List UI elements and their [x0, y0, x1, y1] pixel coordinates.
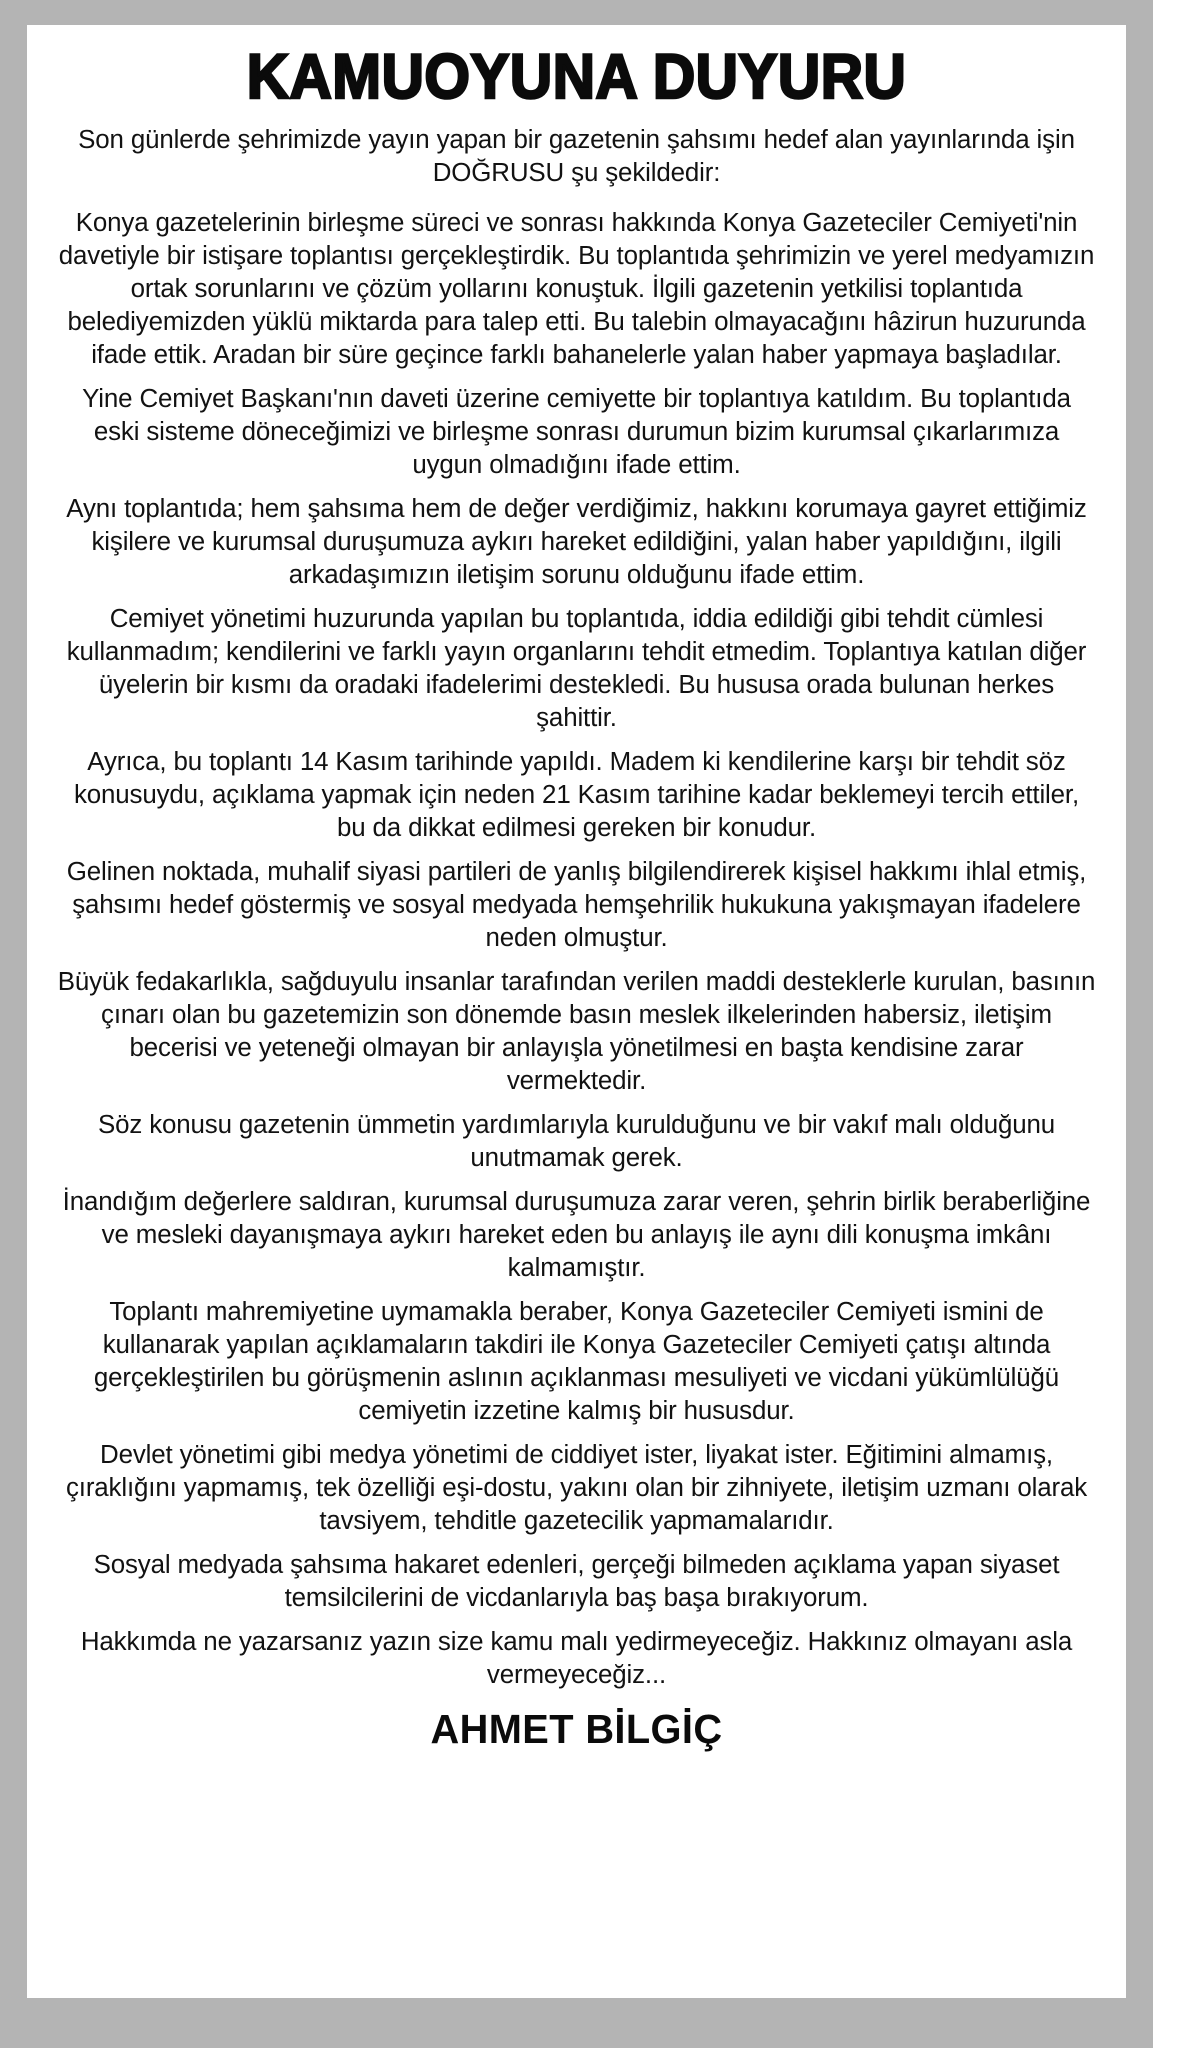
paragraph-11: Devlet yönetimi gibi medya yönetimi de ciddiyet ister, liyakat ister. Eğitimini almamış, çıraklığını yapmamış, tek özelliği eşi-dostu, yakını olan bir zihniyete, iletişim uzmanı olarak tavsiyem, tehditle gazetecilik yapmamalarıdır.: [65, 1439, 1088, 1536]
paragraph-5: Ayrıca, bu toplantı 14 Kasım tarihinde yapıldı. Madem ki kendilerine karşı bir tehdit söz konusuydu, açıklama yapmak için neden 21 Kasım tarihine kadar beklemeyi tercih ettiler, bu da dikkat edilmesi gereken bir konudur.: [73, 746, 1080, 843]
paragraph-8: Söz konusu gazetenin ümmetin yardımlarıyla kurulduğunu ve bir vakıf malı olduğunu unutmamak gerek.: [97, 1109, 1056, 1173]
paragraph-13: Hakkımda ne yazarsanız yazın size kamu malı yedirmeyeceğiz. Hakkınız olmayanı asla vermeyeceğiz...: [80, 1626, 1073, 1690]
paragraph-7: Büyük fedakarlıkla, sağduyulu insanlar tarafından verilen maddi desteklerle kurulan, basının çınarı olan bu gazetemizin son dönemde basın meslek ilkelerinden habersiz, iletişim becerisi ve yeteneği olmayan bir anlayışla yönetilmesi en başta kendisine zarar vermektedir.: [57, 966, 1096, 1096]
announcement-content: [27, 25, 1126, 1763]
page-title: KAMUOYUNA DUYURU: [246, 42, 907, 112]
paragraph-10: Toplantı mahremiyetine uymamakla beraber, Konya Gazeteciler Cemiyeti ismini de kullanarak yapılan açıklamaların takdiri ile Konya Gazeteciler Cemiyeti çatışı altında gerçekleştirilen bu görüşmenin aslının açıklanması mesuliyeti ve vicdani yükümlülüğü cemiyetin izzetine kalmış bir hususdur.: [93, 1296, 1060, 1426]
paragraph-4: Cemiyet yönetimi huzurunda yapılan bu toplantıda, iddia edildiği gibi tehdit cümlesi kullanmadım; kendilerini ve farklı yayın organlarını tehdit etmedim. Toplantıya katılan diğer üyelerin bir kısmı da oradaki ifadelerimi destekledi. Bu hususa orada bulunan herkes şahittir.: [66, 603, 1087, 733]
paragraph-2: Yine Cemiyet Başkanı'nın daveti üzerine cemiyette bir toplantıya katıldım. Bu toplantıda eski sisteme döneceğimizi ve birleşme sonrası durumun bizim kurumsal çıkarlarımıza uygun olmadığını ifade ettim.: [82, 383, 1071, 480]
announcement-body: [57, 123, 1096, 1691]
paragraph-6: Gelinen noktada, muhalif siyasi partileri de yanlış bilgilendirerek kişisel hakkımı ihlal etmiş, şahsımı hedef göstermiş ve sosyal medyada hemşehrilik hukukuna yakışmayan ifadelere neden olmuştur.: [66, 856, 1087, 953]
paragraph-1: Konya gazetelerinin birleşme süreci ve sonrası hakkında Konya Gazeteciler Cemiyeti'nin davetiyle bir istişare toplantısı gerçekleştirdik. Bu toplantıda şehrimizin ve yerel medyamızın ortak sorunlarını ve çözüm yollarını konuştuk. İlgili gazetenin yetkilisi toplantıda belediyemizden yüklü miktarda para talep etti. Bu talebin olmayacağını hâzirun huzurunda ifade ettik. Aradan bir süre geçince farklı bahanelerle yalan haber yapmaya başladılar.: [58, 207, 1095, 370]
paragraph-3: Aynı toplantıda; hem şahsıma hem de değer verdiğimiz, hakkını korumaya gayret ettiğimiz kişilere ve kurumsal duruşumuza aykırı hareket edildiğini, yalan haber yapıldığını, ilgili arkadaşımızın iletişim sorunu olduğunu ifade ettim.: [66, 493, 1087, 590]
signature-name: AHMET BİLGİÇ: [430, 1706, 723, 1753]
lead-paragraph: Son günlerde şehrimizde yayın yapan bir gazetenin şahsımı hedef alan yayınlarında işin DOĞRUSU şu şekildedir:: [78, 124, 1075, 188]
announcement-sheet: [27, 25, 1126, 1998]
paragraph-12: Sosyal medyada şahsıma hakaret edenleri, gerçeği bilmeden açıklama yapan siyaset temsilcilerini de vicdanlarıyla baş başa bırakıyorum.: [93, 1549, 1060, 1613]
paragraph-9: İnandığım değerlere saldıran, kurumsal duruşumuza zarar veren, şehrin birlik beraberliğine ve mesleki dayanışmaya aykırı hareket eden bu anlayış ile aynı dili konuşma imkânı kalmamıştır.: [62, 1186, 1091, 1283]
